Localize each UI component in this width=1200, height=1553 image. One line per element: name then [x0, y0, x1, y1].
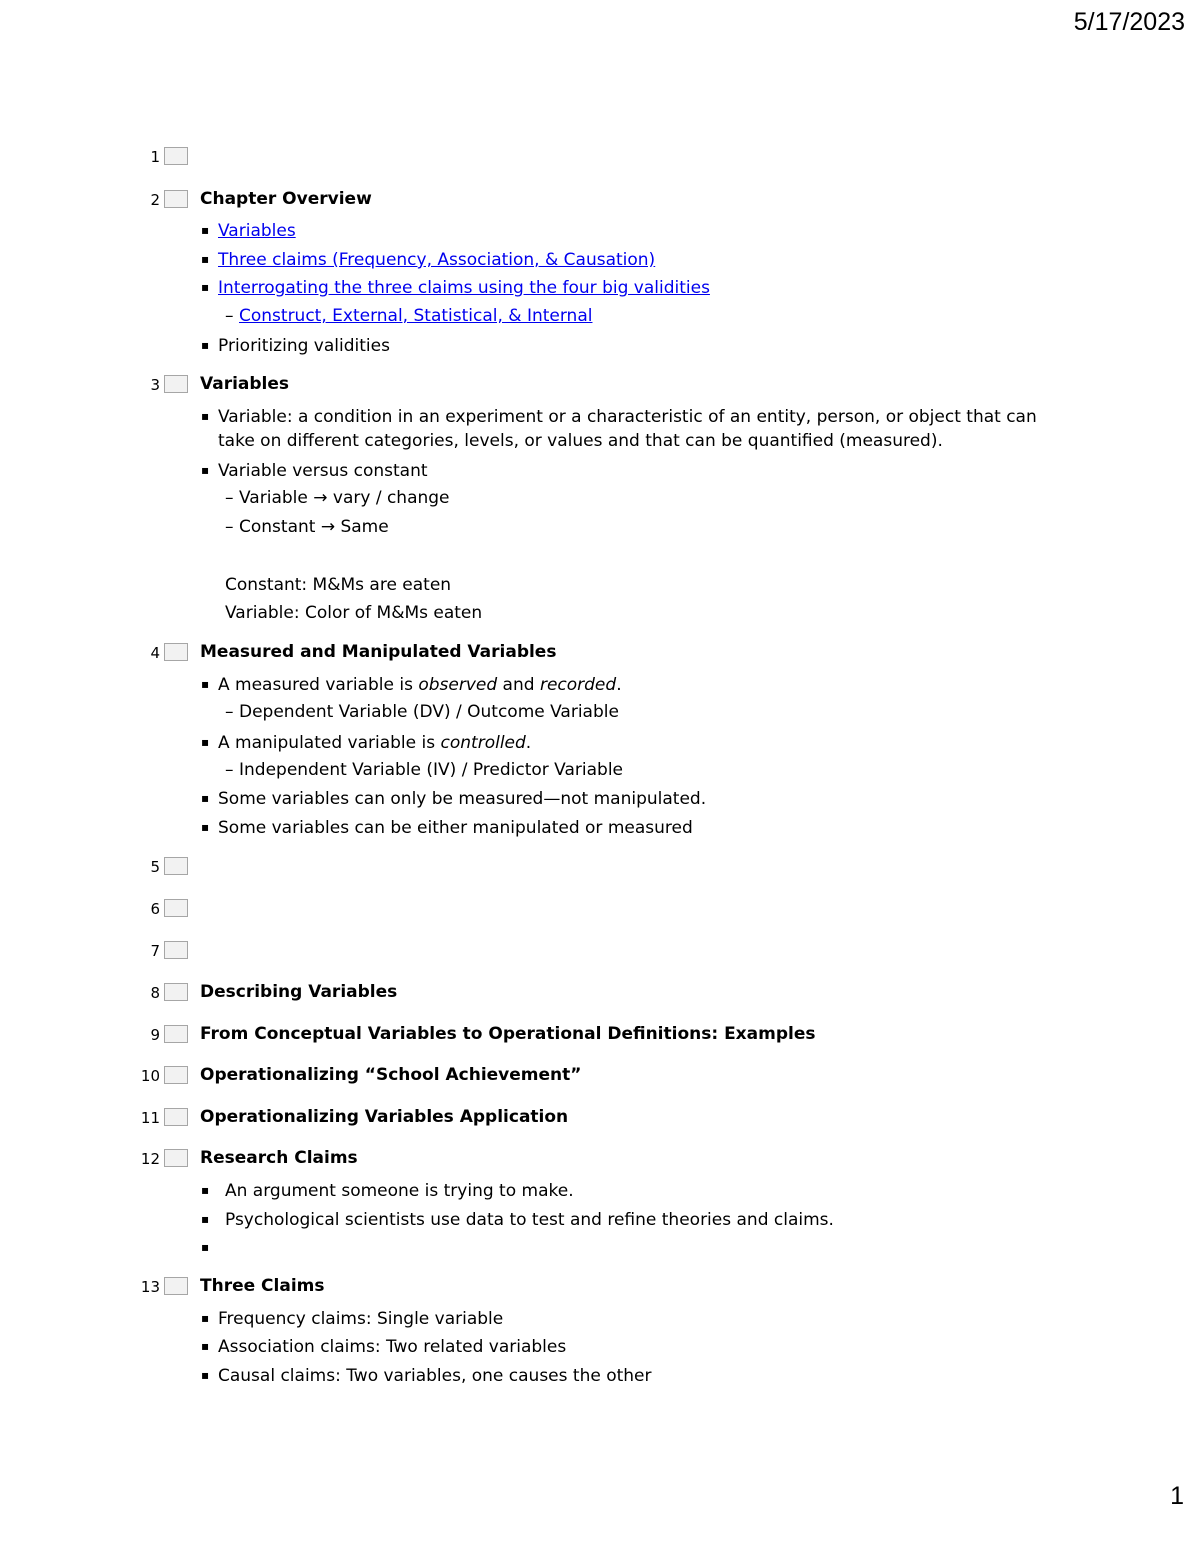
- dash-marker: –: [225, 306, 234, 326]
- bullet-text: Constant: M&Ms are eaten: [225, 575, 452, 595]
- slide-title: Operationalizing Variables Application: [200, 1107, 569, 1127]
- bullet-line: [225, 701, 619, 723]
- bullet-line: [201, 334, 390, 357]
- dash-marker: –: [225, 517, 234, 537]
- bullet-line: [201, 219, 296, 242]
- slide-thumbnail-box[interactable]: [164, 643, 188, 661]
- bullet-line: [218, 430, 943, 452]
- bullet-line: [201, 459, 428, 482]
- bullet-marker: ▪: [201, 791, 210, 805]
- slide-thumbnail-box[interactable]: [164, 983, 188, 1001]
- bullet-marker: ▪: [201, 1339, 210, 1353]
- bullet-marker: ▪: [201, 252, 210, 266]
- bullet-line: [225, 602, 482, 624]
- italic-text: controlled: [440, 733, 526, 753]
- slide-title: From Conceptual Variables to Operational Definitions: Examples: [200, 1024, 816, 1044]
- slide-thumbnail-box[interactable]: [164, 190, 188, 208]
- slide-number: 4: [150, 644, 160, 662]
- bullet-text: Variable versus constant: [218, 461, 428, 481]
- bullet-text: Some variables can be either manipulated or measured: [218, 818, 693, 838]
- bullet-marker: ▪: [201, 1311, 210, 1325]
- slide-thumbnail-box[interactable]: [164, 1277, 188, 1295]
- bullet-line: [201, 248, 655, 271]
- slide-number: 1: [150, 148, 160, 166]
- slide-title: Three Claims: [200, 1276, 325, 1296]
- bullet-text: Variable: Color of M&Ms eaten: [225, 603, 483, 623]
- hyperlink[interactable]: Three claims (Frequency, Association, & Causation): [218, 250, 656, 270]
- slide-thumbnail-box[interactable]: [164, 375, 188, 393]
- slide-number: 7: [150, 942, 160, 960]
- italic-text: recorded: [539, 675, 617, 695]
- bullet-marker: ▪: [201, 463, 210, 477]
- bullet-text: A measured variable is: [218, 675, 419, 695]
- bullet-text: Psychological scientists use data to test and refine theories and claims.: [225, 1210, 834, 1230]
- hyperlink[interactable]: Construct, External, Statistical, & Internal: [239, 306, 593, 326]
- bullet-text: Constant → Same: [239, 517, 389, 537]
- slide-thumbnail-box[interactable]: [164, 1025, 188, 1043]
- slide-thumbnail-box[interactable]: [164, 941, 188, 959]
- slide-title: Chapter Overview: [200, 189, 372, 209]
- slide-number: 6: [150, 900, 160, 918]
- bullet-marker: ▪: [201, 338, 210, 352]
- slide-thumbnail-box[interactable]: [164, 1066, 188, 1084]
- bullet-line: [201, 787, 706, 810]
- slide-title: Measured and Manipulated Variables: [200, 642, 557, 662]
- slide-number: 10: [140, 1067, 160, 1085]
- bullet-text: Variable → vary / change: [239, 488, 450, 508]
- slide-title: Research Claims: [200, 1148, 358, 1168]
- bullet-line: [201, 1236, 225, 1259]
- bullet-text: An argument someone is trying to make.: [225, 1181, 574, 1201]
- page-number: 1: [1170, 1482, 1184, 1510]
- bullet-marker: ▪: [201, 280, 210, 294]
- hyperlink[interactable]: Variables: [218, 221, 296, 241]
- slide-title: Variables: [200, 374, 290, 394]
- slide-thumbnail-box[interactable]: [164, 1149, 188, 1167]
- bullet-line: [201, 731, 531, 754]
- bullet-text: .: [525, 733, 532, 753]
- slide-number: 11: [140, 1109, 160, 1127]
- bullet-marker: ▪: [201, 223, 210, 237]
- dash-marker: –: [225, 702, 234, 722]
- bullet-line: [201, 1179, 574, 1202]
- italic-text: observed: [418, 675, 498, 695]
- bullet-marker: ▪: [201, 1240, 210, 1254]
- bullet-text: Variable: a condition in an experiment or a characteristic of an entity, person, or object that can: [218, 407, 1037, 427]
- bullet-line: [201, 1335, 566, 1358]
- bullet-line: [225, 487, 450, 509]
- bullet-line: [201, 276, 710, 299]
- bullet-line: [201, 1307, 503, 1330]
- bullet-marker: ▪: [201, 1212, 210, 1226]
- bullet-marker: ▪: [201, 735, 210, 749]
- bullet-text: Causal claims: Two variables, one causes the other: [218, 1366, 652, 1386]
- dash-marker: –: [225, 760, 234, 780]
- bullet-line: [201, 405, 1037, 428]
- slide-number: 2: [150, 191, 160, 209]
- slide-number: 3: [150, 376, 160, 394]
- bullet-marker: ▪: [201, 1183, 210, 1197]
- slide-number: 12: [140, 1150, 160, 1168]
- bullet-line: [225, 516, 389, 538]
- print-date: 5/17/2023: [1073, 8, 1185, 36]
- slide-number: 8: [150, 984, 160, 1002]
- dash-marker: –: [225, 488, 234, 508]
- bullet-text: take on different categories, levels, or values and that can be quantified (measured).: [218, 431, 943, 451]
- bullet-line: [201, 1208, 834, 1231]
- bullet-text: Prioritizing validities: [218, 336, 390, 356]
- slide-title: Describing Variables: [200, 982, 398, 1002]
- bullet-text: Independent Variable (IV) / Predictor Variable: [239, 760, 624, 780]
- bullet-marker: ▪: [201, 820, 210, 834]
- hyperlink[interactable]: Interrogating the three claims using the four big validities: [218, 278, 710, 298]
- slide-title: Operationalizing “School Achievement”: [200, 1065, 582, 1085]
- slide-thumbnail-box[interactable]: [164, 147, 188, 165]
- bullet-marker: ▪: [201, 1368, 210, 1382]
- bullet-text: and: [497, 675, 540, 695]
- bullet-marker: ▪: [201, 677, 210, 691]
- bullet-line: [201, 673, 622, 696]
- slide-number: 5: [150, 858, 160, 876]
- bullet-line: [225, 574, 451, 596]
- bullet-text: Frequency claims: Single variable: [218, 1309, 504, 1329]
- bullet-text: A manipulated variable is: [218, 733, 441, 753]
- bullet-line: [225, 305, 592, 327]
- bullet-line: [225, 759, 623, 781]
- bullet-text: Dependent Variable (DV) / Outcome Variable: [239, 702, 619, 722]
- slide-number: 13: [140, 1278, 160, 1296]
- bullet-marker: ▪: [201, 409, 210, 423]
- bullet-line: [201, 1364, 652, 1387]
- bullet-line: [201, 816, 693, 839]
- bullet-text: .: [616, 675, 622, 695]
- slide-thumbnail-box[interactable]: [164, 857, 188, 875]
- bullet-text: Association claims: Two related variables: [218, 1337, 567, 1357]
- slide-thumbnail-box[interactable]: [164, 899, 188, 917]
- slide-number: 9: [150, 1026, 160, 1044]
- bullet-text: Some variables can only be measured—not manipulated.: [218, 789, 707, 809]
- slide-thumbnail-box[interactable]: [164, 1108, 188, 1126]
